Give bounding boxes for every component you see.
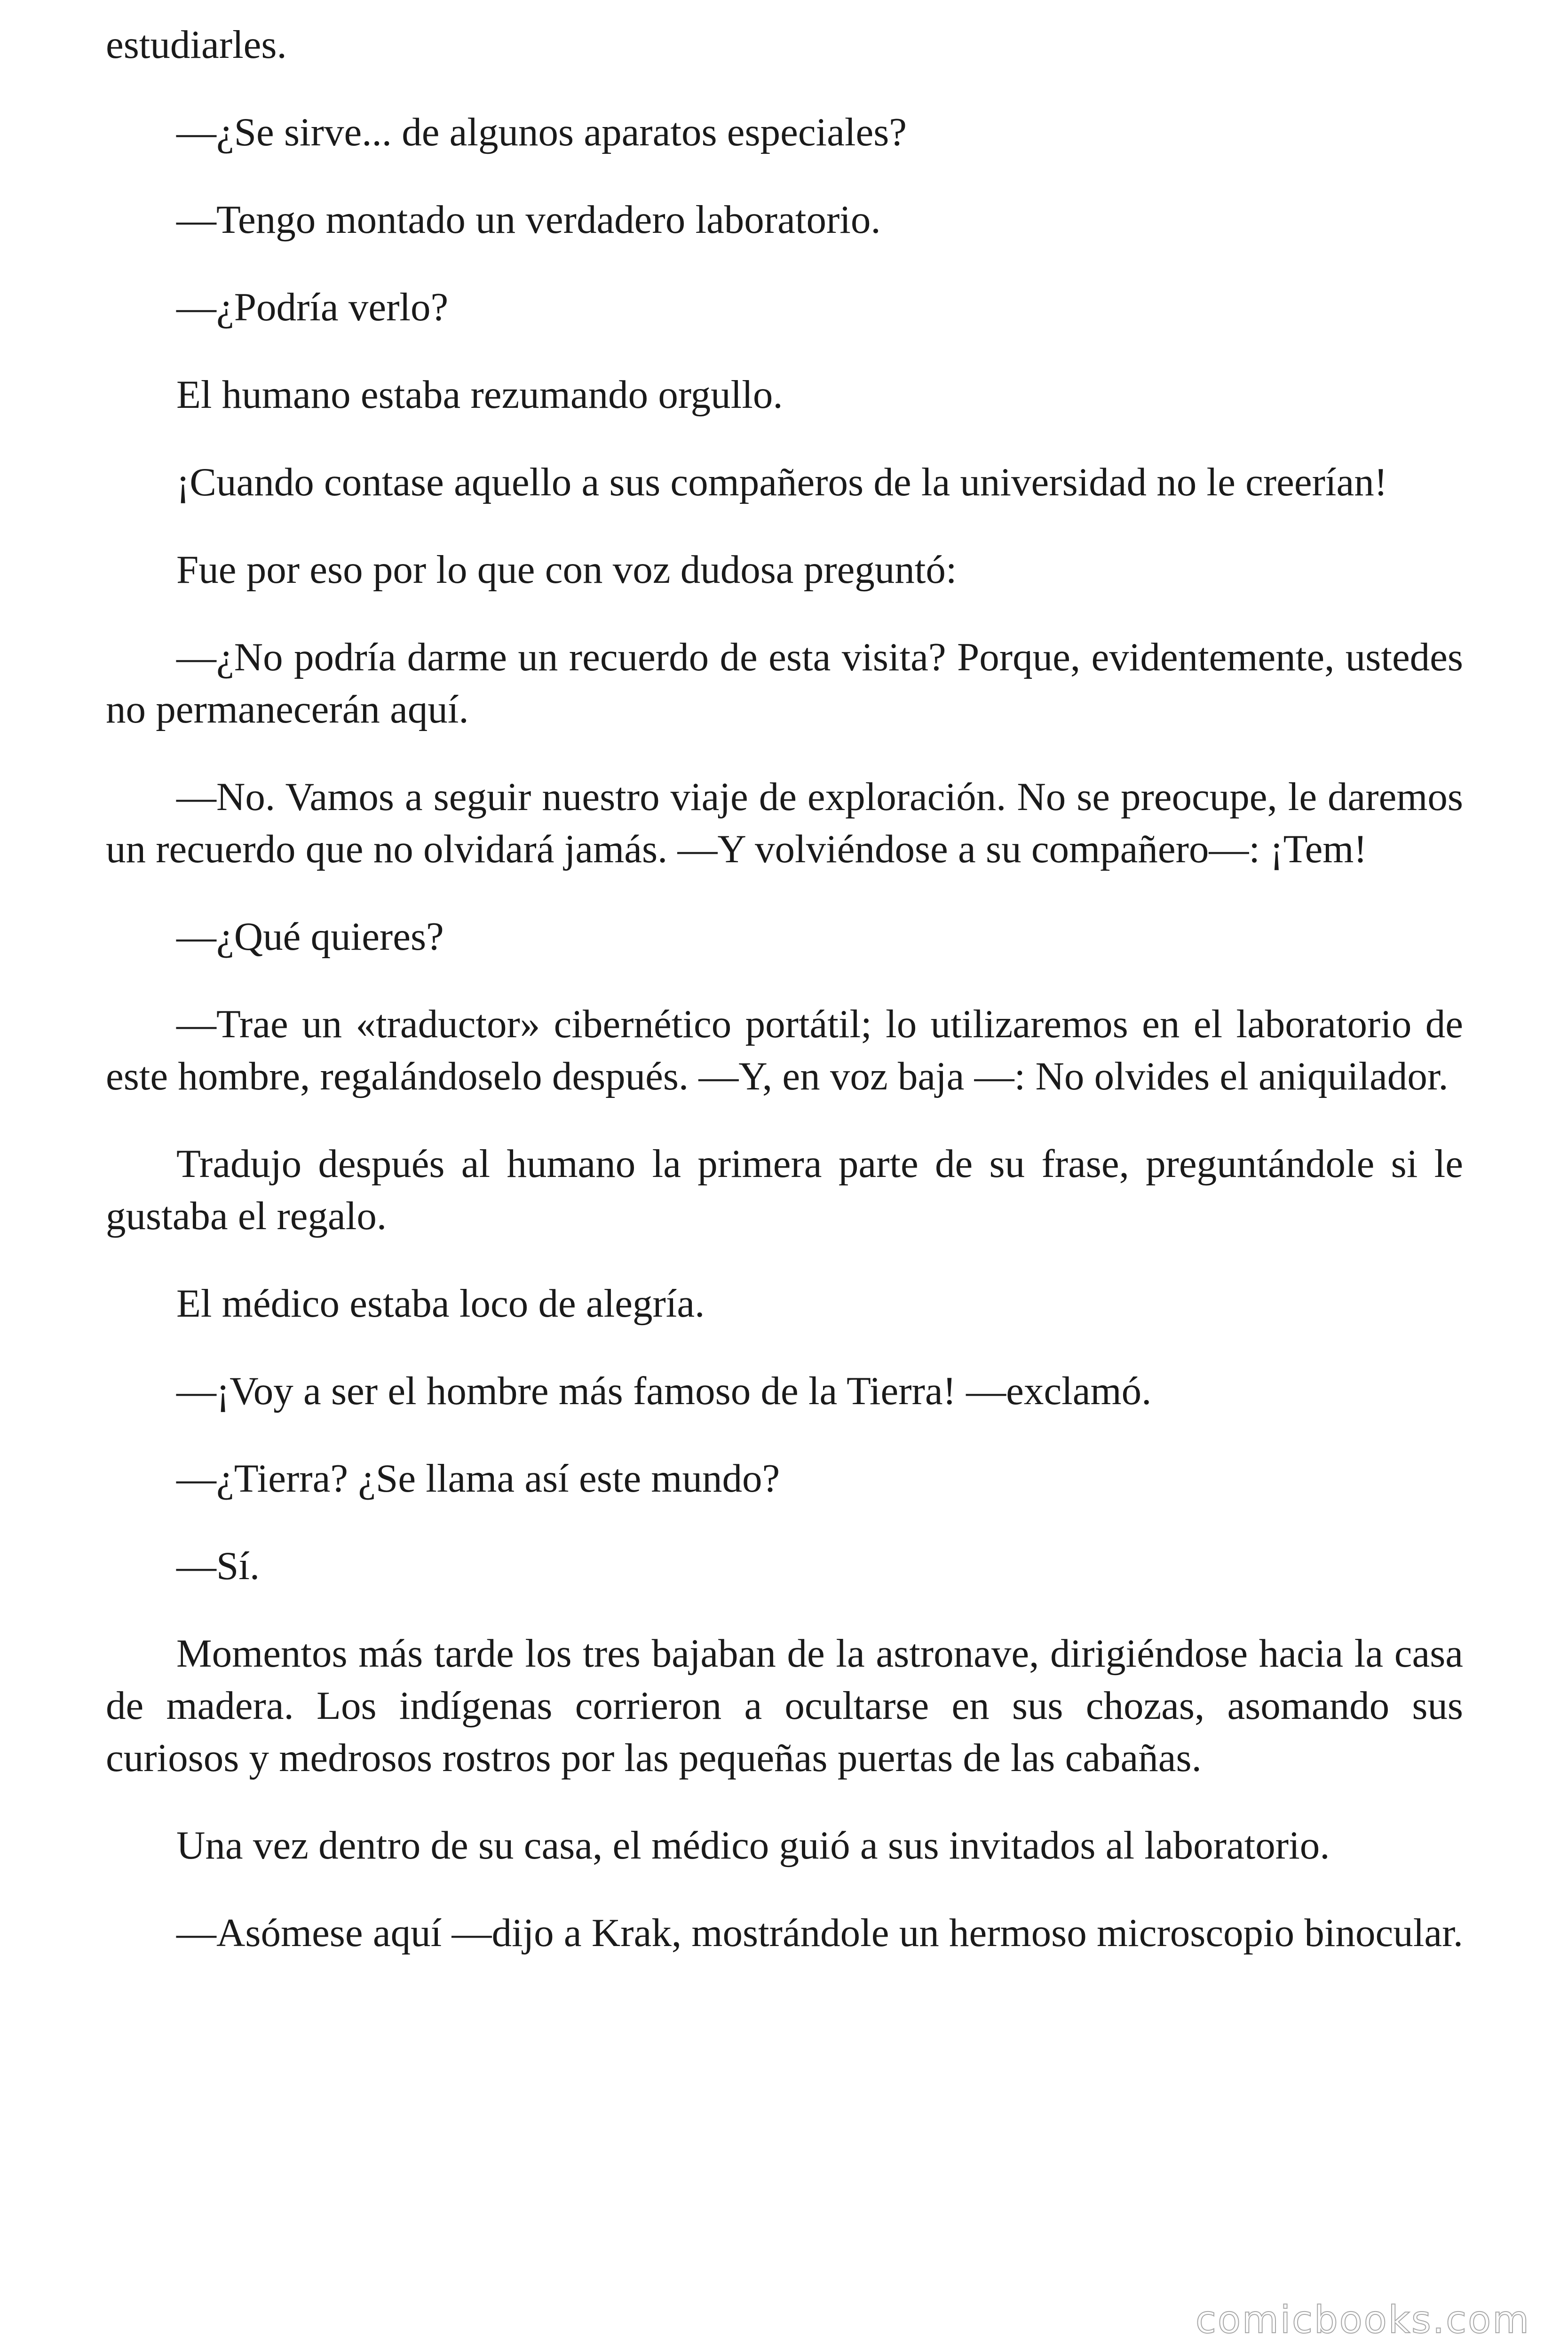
paragraph: —No. Vamos a seguir nuestro viaje de exploración. No se preocupe, le daremos un recuerdo que no olvidará jamás. —Y volviéndose a su compañero—: ¡Tem! [106, 775, 1463, 871]
paragraph: —¿Se sirve... de algunos aparatos especiales? [176, 110, 907, 154]
paragraph: Tradujo después al humano la primera parte de su frase, preguntándole si le gustaba el regalo. [106, 1142, 1463, 1238]
watermark: comicbooks.com [1195, 2298, 1530, 2342]
paragraph: El médico estaba loco de alegría. [176, 1281, 705, 1326]
paragraph: —¿Qué quieres? [176, 914, 444, 959]
paragraph: estudiarles. [106, 23, 287, 67]
paragraph: —¿Tierra? ¿Se llama así este mundo? [176, 1456, 780, 1501]
paragraph: —¿Podría verlo? [176, 285, 449, 329]
paragraph: —¿No podría darme un recuerdo de esta visita? Porque, evidentemente, ustedes no permanecerán aquí. [106, 635, 1463, 731]
paragraph: Fue por eso por lo que con voz dudosa preguntó: [176, 548, 957, 592]
paragraph: ¡Cuando contase aquello a sus compañeros de la universidad no le creerían! [176, 460, 1388, 504]
paragraph: —¡Voy a ser el hombre más famoso de la Tierra! —exclamó. [176, 1369, 1152, 1413]
page-text [106, 19, 1463, 1994]
paragraph: Una vez dentro de su casa, el médico guió a sus invitados al laboratorio. [176, 1823, 1330, 1867]
paragraph: —Sí. [176, 1544, 260, 1588]
paragraph: —Asómese aquí —dijo a Krak, mostrándole un hermoso microscopio binocular. [176, 1911, 1463, 1955]
paragraph: Momentos más tarde los tres bajaban de la astronave, dirigiéndose hacia la casa de madera. Los indígenas corrieron a ocultarse en sus chozas, asomando sus curiosos y medrosos rostros por las pequeñas puertas de las cabañas. [106, 1631, 1463, 1780]
paragraph: —Trae un «traductor» cibernético portátil; lo utilizaremos en el laboratorio de este hombre, regalándoselo después. —Y, en voz baja —: No olvides el aniquilador. [106, 1002, 1463, 1098]
paragraph: El humano estaba rezumando orgullo. [176, 373, 783, 417]
paragraph: —Tengo montado un verdadero laboratorio. [176, 198, 881, 242]
